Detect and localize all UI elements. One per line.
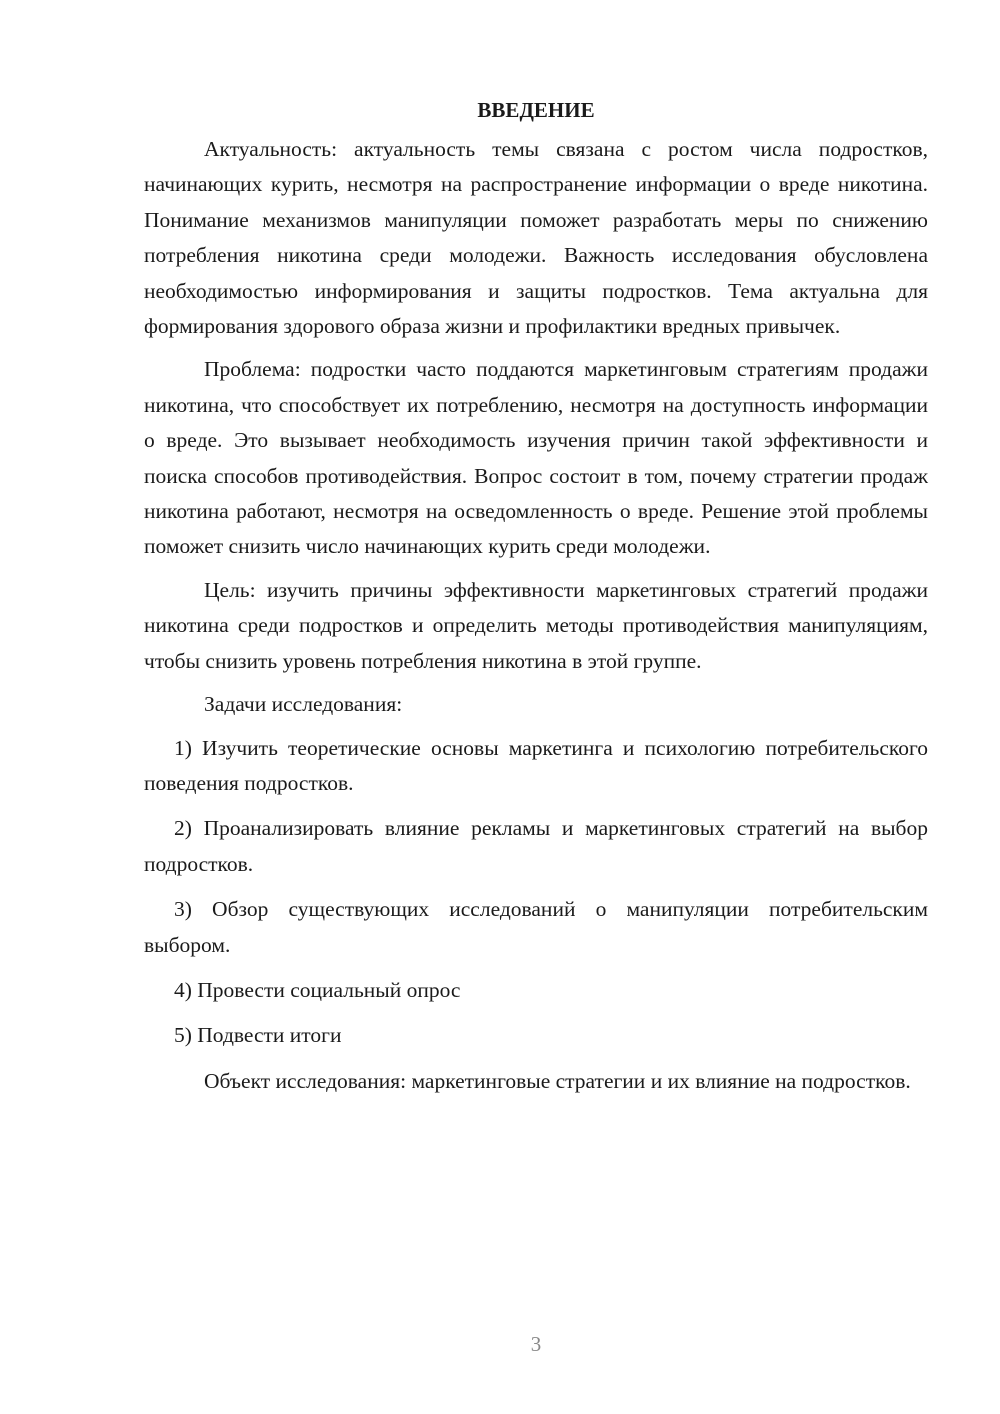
paragraph-goal: Цель: изучить причины эффективности маркетинговых стратегий продажи никотина среди подростков и определить методы противодействия манипуляциям, чтобы снизить уровень потребления никотина в этой группе. bbox=[144, 577, 928, 673]
tasks-heading: Задачи исследования: bbox=[204, 692, 403, 717]
page-number: 3 bbox=[530, 1332, 542, 1356]
list-item: 5) Подвести итоги bbox=[174, 1023, 342, 1048]
list-item: 4) Провести социальный опрос bbox=[174, 977, 461, 1002]
paragraph-object: Объект исследования: маркетинговые стратегии и их влияние на подростков. bbox=[204, 1068, 911, 1093]
paragraph-relevance: Актуальность: актуальность темы связана с ростом числа подростков, начинающих курить, несмотря на распространение информации о вреде никотина. Понимание механизмов манипуляции поможет разработать меры по снижению потребления никотина среди молодежи. Важность исследования обусловлена необходимостью информирования и защиты подростков. Тема актуальна для формирования здорового образа жизни и профилактики вредных привычек. bbox=[144, 137, 928, 339]
list-item: 3) Обзор существующих исследований о манипуляции потребительским выбором. bbox=[144, 897, 928, 957]
list-item: 1) Изучить теоретические основы маркетинга и психологию потребительского поведения подростков. bbox=[144, 735, 928, 795]
document-page bbox=[144, 92, 928, 1107]
page-title: ВВЕДЕНИЕ bbox=[477, 98, 595, 122]
list-item: 2) Проанализировать влияние рекламы и маркетинговых стратегий на выбор подростков. bbox=[144, 816, 928, 876]
paragraph-problem: Проблема: подростки часто поддаются маркетинговым стратегиям продажи никотина, что способствует их потреблению, несмотря на доступность информации о вреде. Это вызывает необходимость изучения причин такой эффективности и поиска способов противодействия. Вопрос состоит в том, почему стратегии продаж никотина работают, несмотря на осведомленность о вреде. Решение этой проблемы поможет снизить число начинающих курить среди молодежи. bbox=[144, 357, 928, 559]
